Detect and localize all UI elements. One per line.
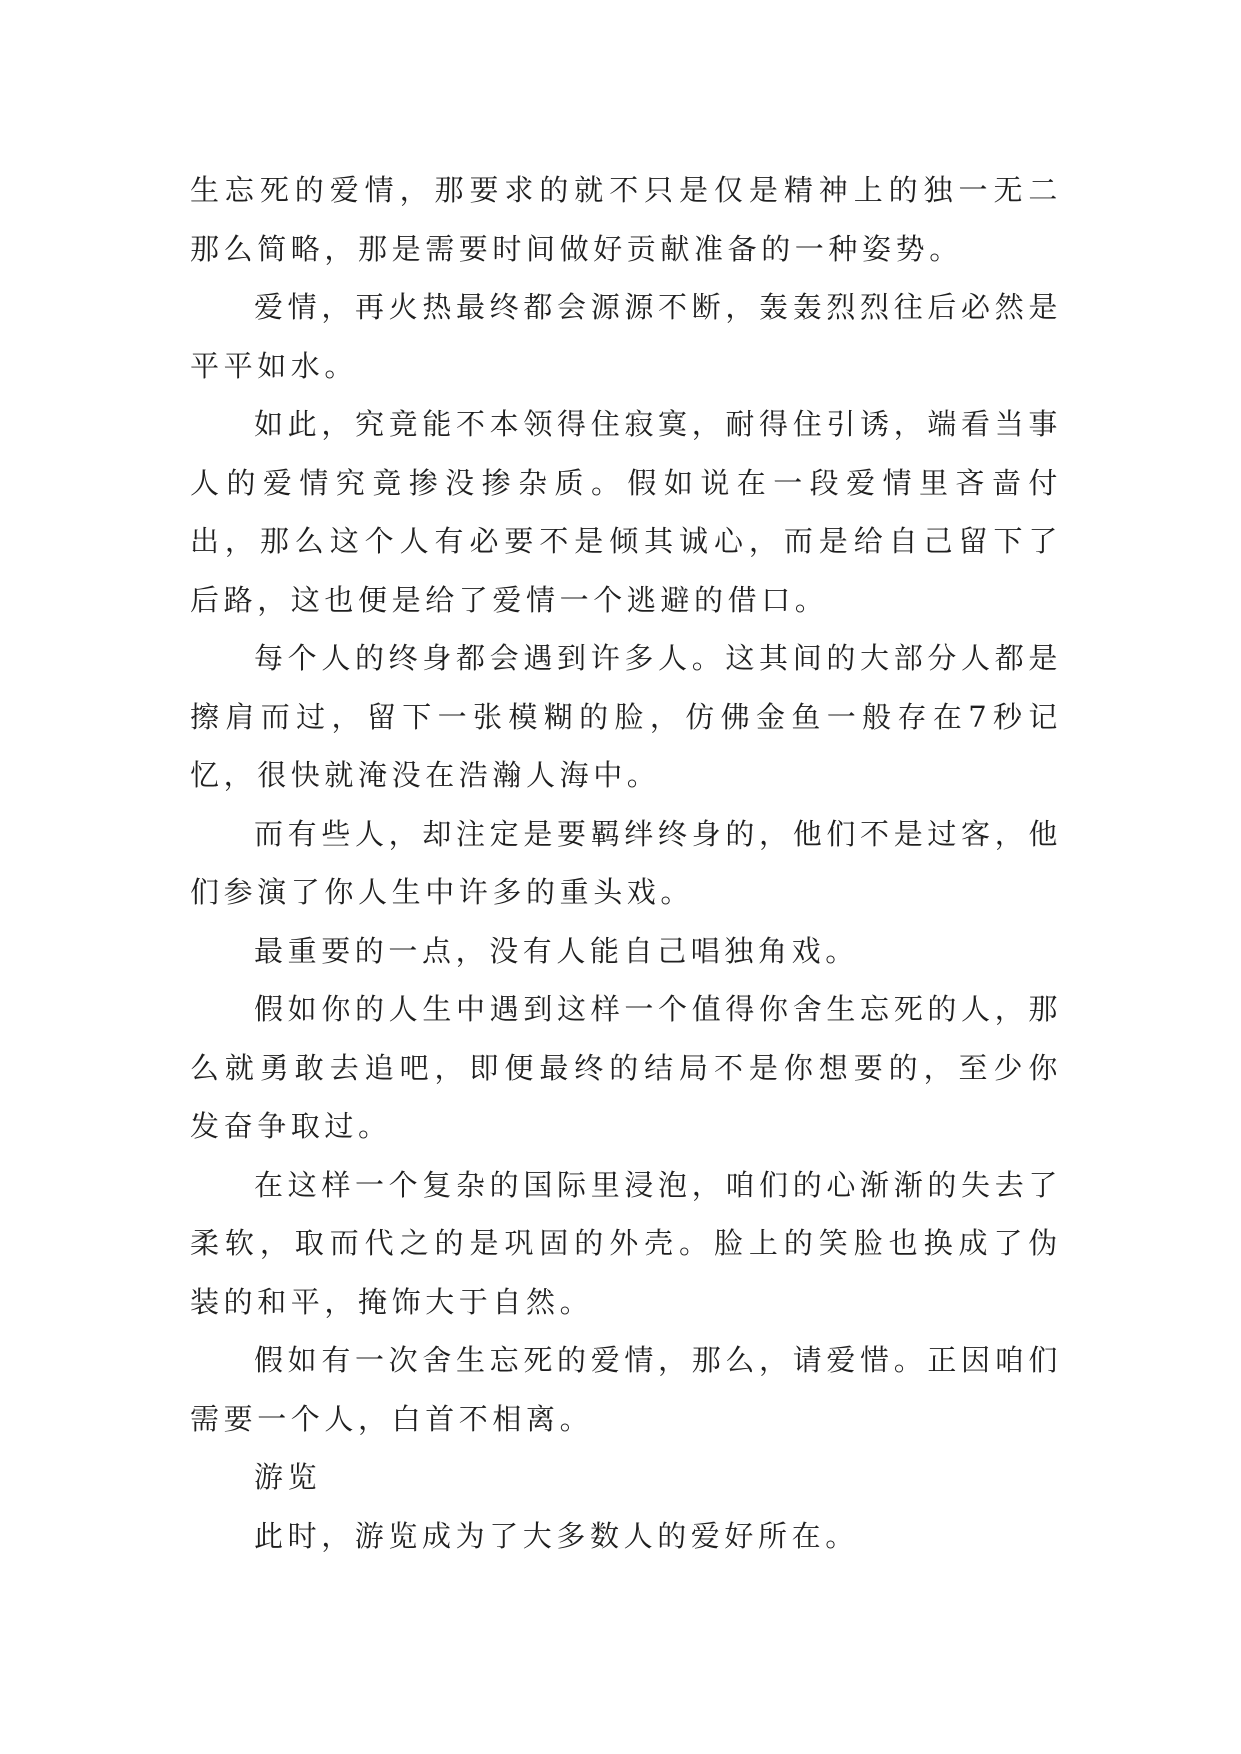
- section-heading: 游览: [254, 1460, 322, 1494]
- paragraph: 此时，游览成为了大多数人的爱好所在。: [254, 1518, 859, 1553]
- paragraph: 每个人的终身都会遇到许多人。这其间的大部分人都是擦肩而过，留下一张模糊的脸，仿佛金鱼一般存在7秒记忆，很快就淹没在浩瀚人海中。: [190, 641, 1062, 792]
- paragraph: 假如你的人生中遇到这样一个值得你舍生忘死的人，那么就勇敢去追吧，即便最终的结局不是你想要的，至少你发奋争取过。: [190, 992, 1062, 1143]
- paragraph: 生忘死的爱情，那要求的就不只是仅是精神上的独一无二那么简略，那是需要时间做好贡献准备的一种姿势。: [190, 173, 1062, 266]
- paragraph: 假如有一次舍生忘死的爱情，那么，请爱惜。正因咱们需要一个人，白首不相离。: [190, 1343, 1062, 1436]
- paragraph: 而有些人，却注定是要羁绊终身的，他们不是过客，他们参演了你人生中许多的重头戏。: [190, 816, 1062, 909]
- paragraph: 如此，究竟能不本领得住寂寞，耐得住引诱，端看当事人的爱情究竟掺没掺杂质。假如说在一段爱情里吝啬付出，那么这个人有必要不是倾其诚心，而是给自己留下了后路，这也便是给了爱情一个逃避的借口。: [190, 407, 1062, 617]
- paragraph: 最重要的一点，没有人能自己唱独角戏。: [254, 933, 859, 968]
- paragraph: 在这样一个复杂的国际里浸泡，咱们的心渐渐的失去了柔软，取而代之的是巩固的外壳。脸上的笑脸也换成了伪装的和平，掩饰大于自然。: [190, 1167, 1062, 1319]
- paragraph: 爱情，再火热最终都会源源不断，轰轰烈烈往后必然是平平如水。: [190, 290, 1062, 383]
- document-body: [190, 161, 1062, 1565]
